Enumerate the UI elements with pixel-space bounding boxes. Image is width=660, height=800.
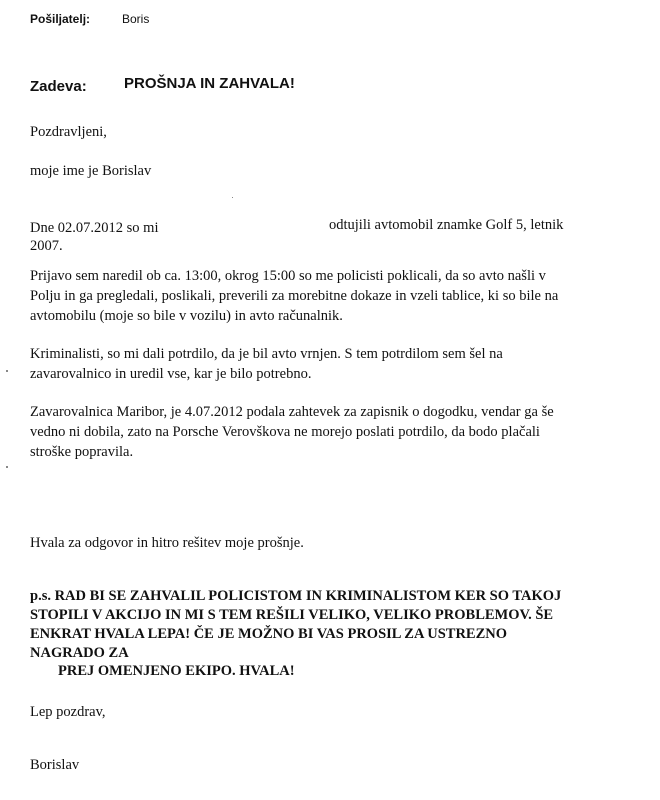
signature: Borislav	[30, 757, 80, 773]
paragraph-line: vedno ni dobila, zato na Porsche Verovškova ne morejo poslati potrdilo, da bodo plačali	[30, 424, 540, 440]
date-line-year: 2007.	[30, 238, 63, 254]
postscript-line: p.s. RAD BI SE ZAHVALIL POLICISTOM IN KRIMINALISTOM KER SO TAKOJ	[30, 588, 562, 604]
date-line-end: odtujili avtomobil znamke Golf 5, letnik	[329, 217, 564, 233]
sender-label: Pošiljatelj:	[30, 12, 91, 26]
scan-speck	[6, 370, 8, 372]
paragraph-report	[30, 266, 630, 326]
paragraph-line: Zavarovalnica Maribor, je 4.07.2012 podala zahtevek za zapisnik o dogodku, vendar ga še	[30, 404, 554, 420]
paragraph-line: Kriminalisti, so mi dali potrdilo, da je bil avto vrnjen. S tem potrdilom sem šel na	[30, 346, 503, 362]
postscript-line: STOPILI V AKCIJO IN MI S TEM REŠILI VELIKO, VELIKO PROBLEMOV. ŠE	[30, 607, 554, 623]
paragraph-line: Polju in ga pregledali, poslikali, preverili za morebitne dokaze in vzeli tablice, ki so bile na	[30, 288, 559, 304]
postscript-line: ENKRAT HVALA LEPA! ČE JE MOŽNO BI VAS PROSIL ZA USTREZNO	[30, 626, 508, 642]
closing: Lep pozdrav,	[30, 704, 106, 720]
scan-speck	[232, 197, 233, 198]
subject-title: PROŠNJA IN ZAHVALA!	[124, 75, 295, 92]
paragraph-criminalists	[30, 344, 630, 384]
paragraph-line: Prijavo sem naredil ob ca. 13:00, okrog 15:00 so me policisti poklicali, da so avto našli v	[30, 268, 546, 284]
postscript	[30, 587, 561, 663]
postscript-line: NAGRADO ZA	[30, 645, 129, 661]
paragraph-insurance	[30, 402, 630, 462]
subject-label: Zadeva:	[30, 78, 87, 95]
paragraph-line: avtomobilu (moje so bile v vozilu) in avto računalnik.	[30, 308, 343, 324]
greeting: Pozdravljeni,	[30, 124, 107, 140]
scan-speck	[6, 466, 8, 468]
date-line-start: Dne 02.07.2012 so mi	[30, 220, 159, 236]
postscript-last-line: PREJ OMENJENO EKIPO. HVALA!	[58, 663, 295, 679]
sender-value: Boris	[122, 12, 150, 26]
paragraph-line: zavarovalnico in uredil vse, kar je bilo potrebno.	[30, 366, 312, 382]
intro-line: moje ime je Borislav	[30, 163, 152, 179]
thanks-line: Hvala za odgovor in hitro rešitev moje prošnje.	[30, 535, 304, 551]
paragraph-line: stroške popravila.	[30, 444, 134, 460]
